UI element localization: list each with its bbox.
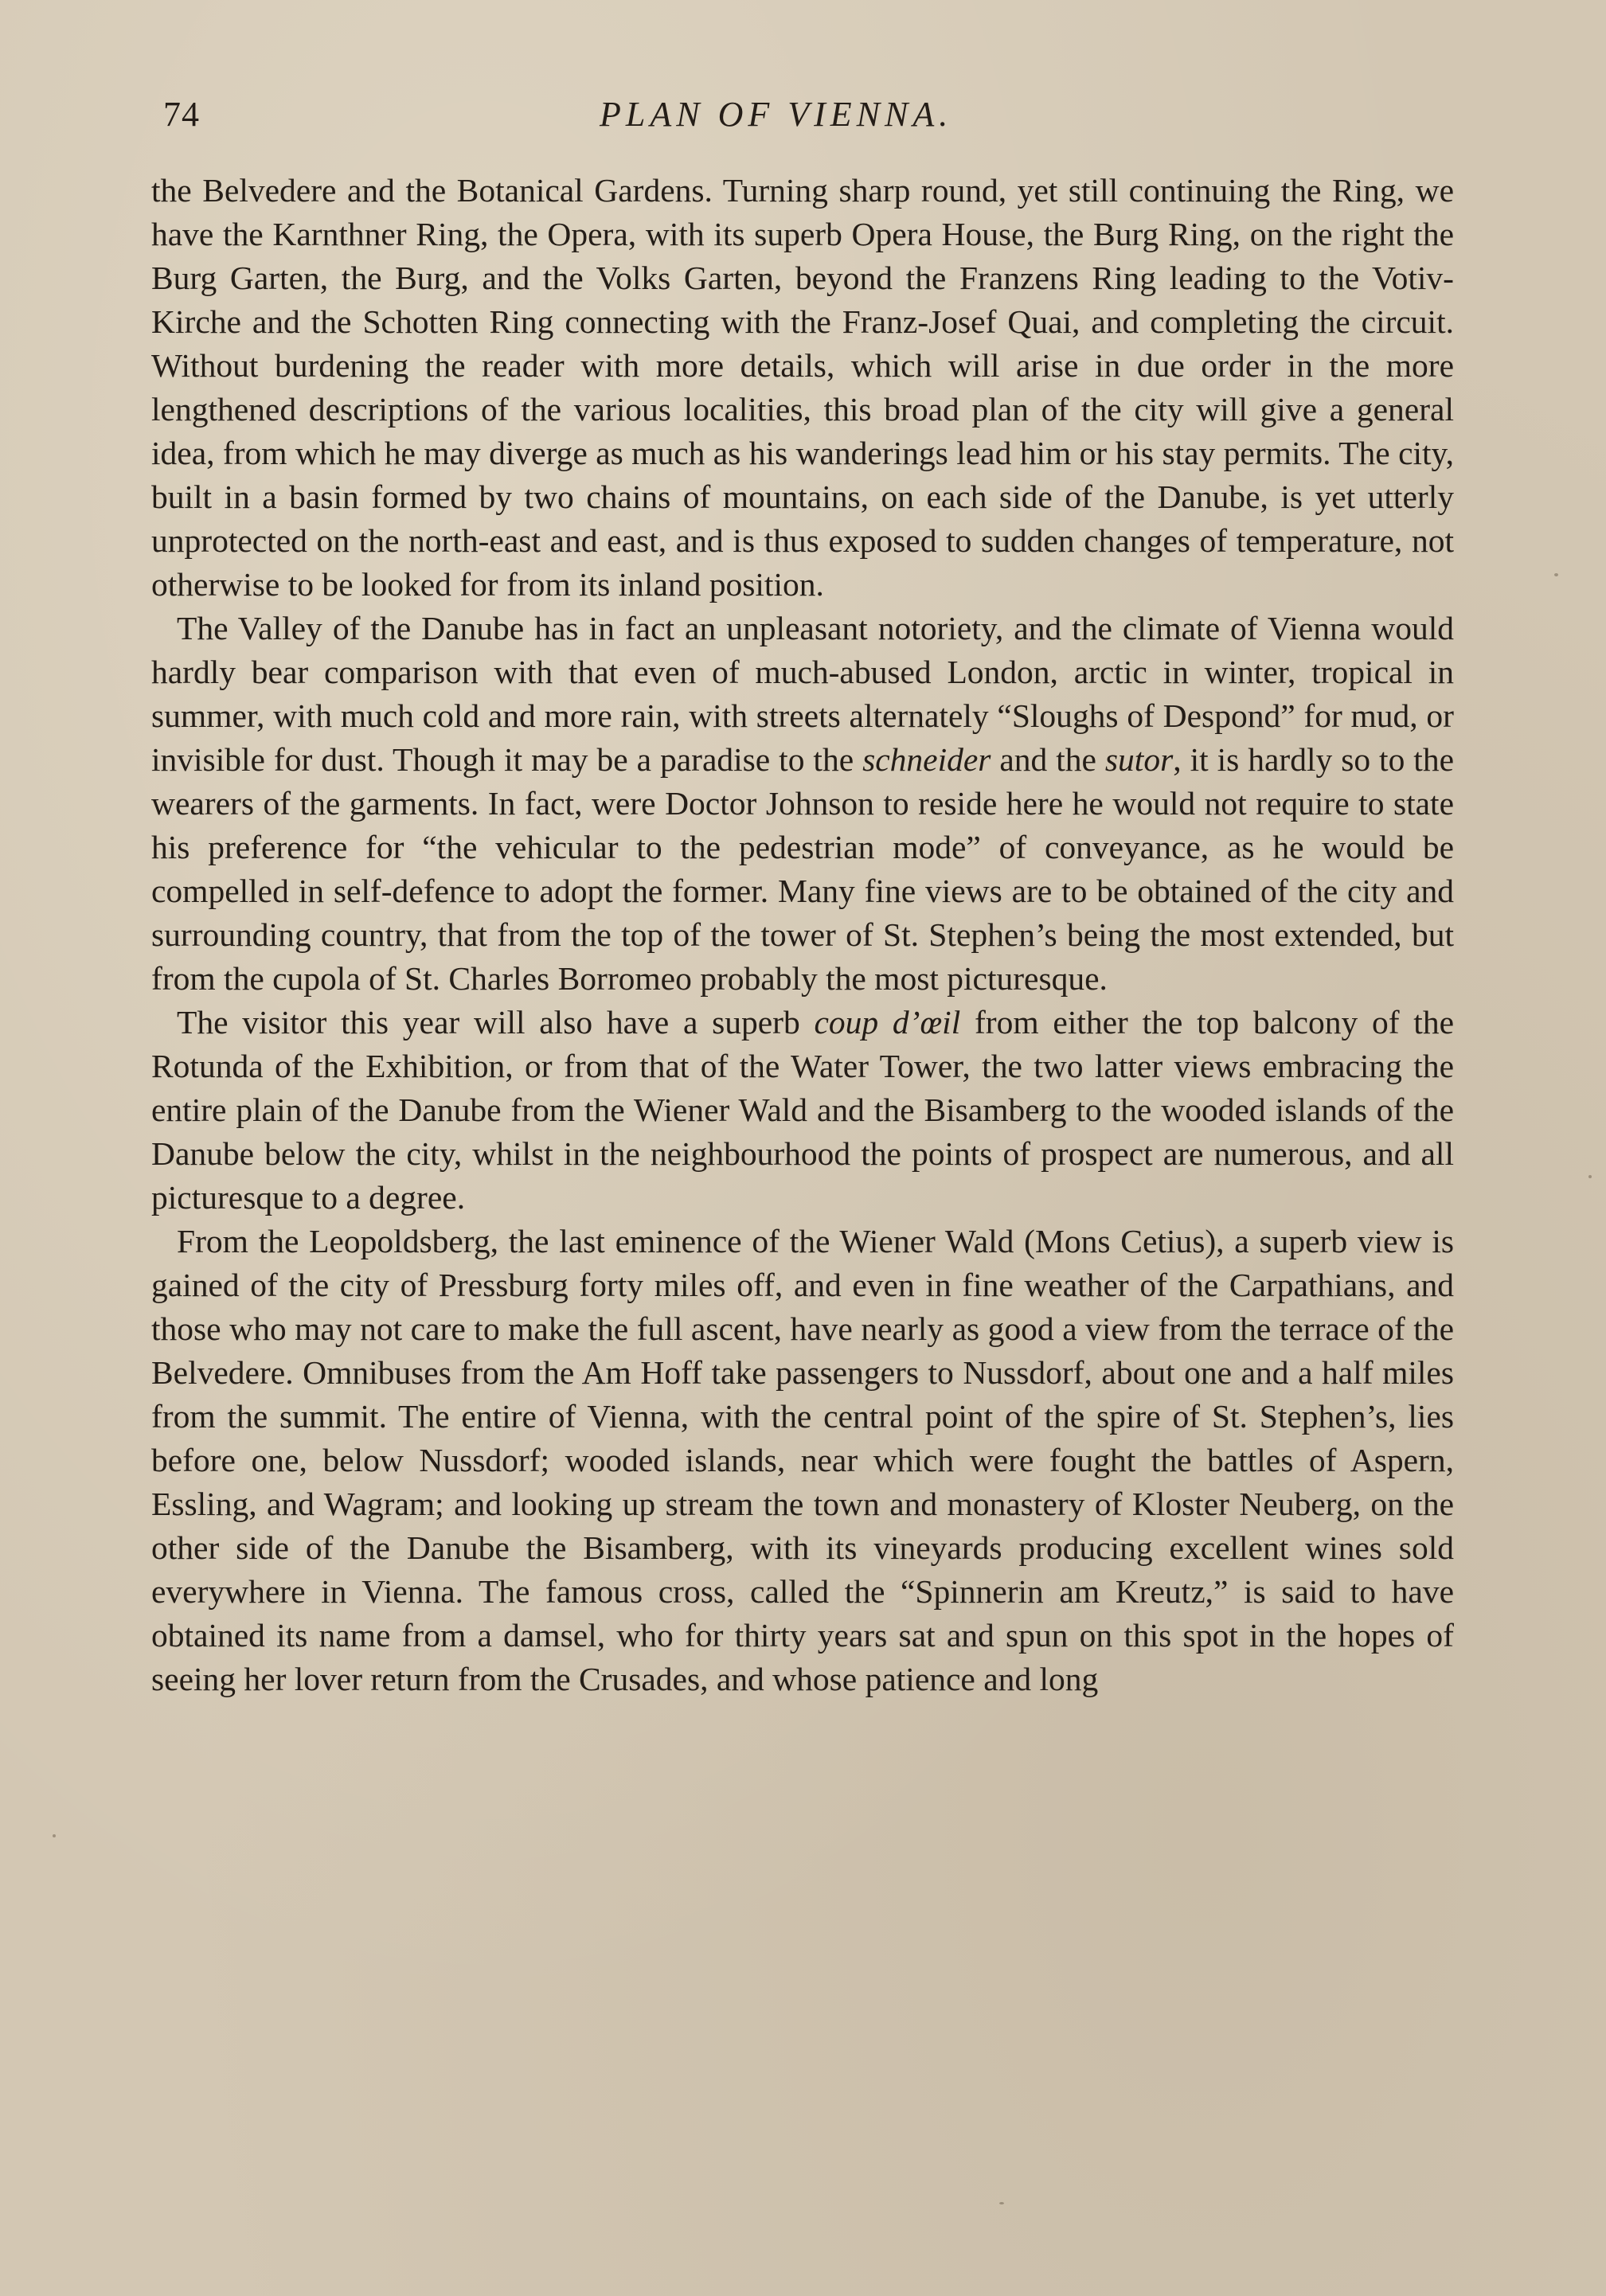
italic-term: coup d’œil xyxy=(814,1004,961,1041)
paragraph xyxy=(151,1001,1454,1220)
paragraph xyxy=(151,607,1454,1001)
italic-term: schneider xyxy=(862,741,991,778)
paragraph-text: , it is hardly so to the wearers of the garments. In fact, were Doctor Johnson to reside here he would not require to state his preference for “the vehicular to the pedestrian mode” of conveyance, as he would be compelled in self-defence to adopt the former. Many fine views are to be obtained of the city and surrounding country, that from the top of the tower of St. Stephen’s being the most extended, but from the cupola of St. Charles Borromeo probably the most picturesque. xyxy=(151,741,1454,997)
paragraph-text: The Valley of the Danube has in fact an unpleasant notoriety, and the climate of Vienna would hardly bear comparison with that even of much-abused London, arctic in winter, tropical in summer, with much cold and more rain, with streets alternately “Sloughs of Despond” for mud, or invisible for dust. Though it may be a paradise to the xyxy=(151,610,1454,778)
paper-speck xyxy=(1588,1175,1592,1178)
paragraph-text: From the Leopoldsberg, the last eminence of the Wiener Wald (Mons Cetius), a superb view is gained of the city of Pressburg forty miles off, and even in fine weather of the Carpathians, and those who may not care to make the full ascent, have nearly as good a view from the terrace of the Belvedere. Omnibuses from the Am Hoff take passengers to Nussdorf, about one and a half miles from the summit. The entire of Vienna, with the central point of the spire of St. Stephen’s, lies before one, below Nussdorf; wooded islands, near which were fought the battles of Aspern, Essling, and Wagram; and looking up stream the town and monastery of Kloster Neuberg, on the other side of the Danube the Bisamberg, with its vineyards producing excellent wines sold everywhere in Vienna. The famous cross, called the “Spinnerin am Kreutz,” is said to have obtained its name from a damsel, who for thirty years sat and spun on this spot in the hopes of seeing her lover return from the Crusades, and whose patience and long xyxy=(151,1223,1454,1697)
paragraph-text: from either the top balcony of the Rotunda of the Exhibition, or from that of the Water Tower, the two latter views embracing the entire plain of the Danube from the Wiener Wald and the Bisamberg to the wooded islands of the Danube below the city, whilst in the neighbourhood the points of prospect are numerous, and all picturesque to a degree. xyxy=(151,1004,1454,1216)
paper-speck xyxy=(53,1834,56,1837)
paragraph-text: the Belvedere and the Botanical Gardens. Turning sharp round, yet still continuing the Ring, we have the Karnthner Ring, the Opera, with its superb Opera House, the Burg Ring, on the right the Burg Garten, the Burg, and the Volks Garten, beyond the Franzens Ring leading to the Votiv-Kirche and the Schotten Ring connecting with the Franz-Josef Quai, and completing the circuit. Without burdening the reader with more details, which will arise in due order in the more lengthened descriptions of the various localities, this broad plan of the city will give a general idea, from which he may diverge as much as his wanderings lead him or his stay permits. The city, built in a basin formed by two chains of mountains, on each side of the Danube, is yet utterly unprotected on the north-east and east, and is thus exposed to sudden changes of temperature, not otherwise to be looked for from its inland position. xyxy=(151,172,1454,603)
paper-speck xyxy=(999,2202,1004,2204)
page-header xyxy=(163,94,1437,142)
paper-speck xyxy=(1554,573,1558,576)
running-title: PLAN OF VIENNA. xyxy=(600,95,953,134)
paragraph xyxy=(151,169,1454,607)
paragraph-text: The visitor this year will also have a superb xyxy=(177,1004,815,1041)
paragraph-text: and the xyxy=(991,741,1105,778)
italic-term: sutor xyxy=(1104,741,1174,778)
paragraph xyxy=(151,1220,1454,1701)
body-text xyxy=(151,169,1454,1701)
page-number: 74 xyxy=(163,95,200,134)
